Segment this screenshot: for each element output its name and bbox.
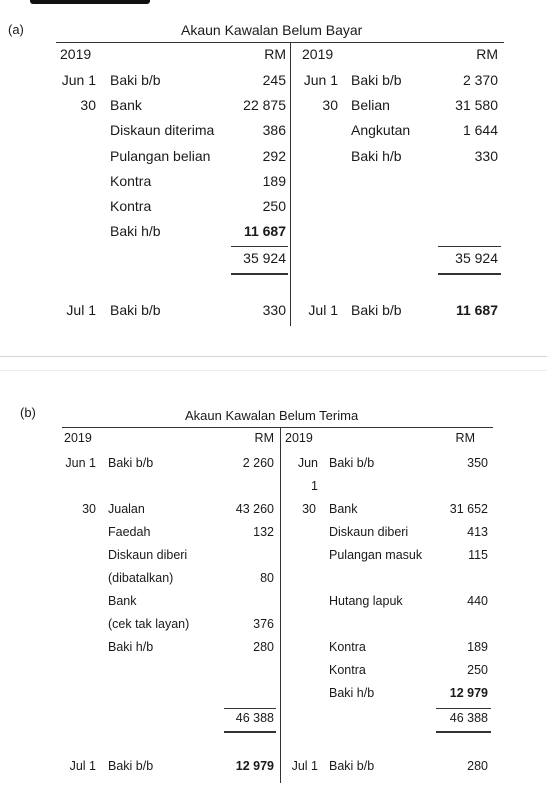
ledger-b-left-amount: 280: [253, 640, 274, 654]
ledger-b-right-total-rule-bottom: [436, 731, 491, 733]
ledger-b-right-amount: 350: [467, 456, 488, 470]
ledger-a-left-amount: 11 687: [243, 223, 286, 239]
ledger-b-right-amount: 31 652: [449, 502, 488, 516]
ledger-b-left-desc: Baki h/b: [108, 640, 154, 654]
ledger-b-left-final-date: Jul 1: [69, 759, 96, 773]
ledger-a-right-year: 2019: [302, 46, 334, 62]
ledger-a-right-amount: 1 644: [462, 122, 498, 138]
ledger-a-right-amount: 2 370: [462, 72, 498, 88]
ledger-a-right-desc: Angkutan: [351, 122, 411, 138]
ledger-a-left-amount: 386: [262, 122, 286, 138]
ledger-a-left-date: 30: [80, 97, 96, 113]
ledger-a-left-amount: 250: [262, 198, 286, 214]
ledger-b-left-desc: Bank: [108, 594, 137, 608]
ledger-b-left-final-desc: Baki b/b: [108, 759, 154, 773]
section-b-label: (b): [20, 405, 36, 420]
ledger-b-top-rule: [62, 427, 493, 428]
ledger-a-left-amount: 189: [262, 173, 286, 189]
ledger-a-right-total-rule-bottom: [438, 273, 501, 275]
ledger-b-right-amount: 189: [467, 640, 488, 654]
ledger-b-right-amount: 250: [467, 663, 488, 677]
ledger-b-right-desc: Kontra: [329, 640, 366, 654]
ledger-a-right-date: Jun 1: [303, 72, 338, 88]
ledger-a-left-final-desc: Baki b/b: [110, 302, 161, 318]
ledger-a-left-currency: RM: [264, 46, 286, 62]
ledger-a-left-desc: Baki h/b: [110, 223, 161, 239]
ledger-b-right-total-rule-top: [436, 708, 491, 709]
ledger-b-right-desc: Diskaun diberi: [329, 525, 409, 539]
ledger-a-left-desc: Bank: [110, 97, 142, 113]
ledger-a-right-amount: 330: [474, 148, 498, 164]
ledger-b-left-desc: Diskaun diberi: [108, 548, 188, 562]
ledger-a-left-total-rule-top: [231, 246, 288, 247]
section-divider: [0, 356, 547, 357]
ledger-a-right-date: 30: [322, 97, 338, 113]
ledger-a-right-final-desc: Baki b/b: [351, 302, 402, 318]
ledger-b-left-year: 2019: [64, 431, 92, 445]
ledger-a-right-total-rule-top: [438, 246, 501, 247]
ledger-b-right-amount: 413: [467, 525, 488, 539]
ledger-b-left-total-rule-bottom: [224, 731, 276, 733]
ledger-b-left-desc: Jualan: [108, 502, 145, 516]
ledger-b-left-amount: 376: [253, 617, 274, 631]
ledger-a-right-final-date: Jul 1: [308, 302, 338, 318]
ledger-a-left-final-amount: 330: [262, 302, 286, 318]
ledger-a-left-total-rule-bottom: [231, 273, 288, 275]
ledger-b-right-desc: Baki h/b: [329, 686, 375, 700]
ledger-b-left-desc: Faedah: [108, 525, 151, 539]
ledger-a-left-amount: 22 875: [243, 97, 286, 113]
ledger-b-left-desc: Baki b/b: [108, 456, 154, 470]
ledger-a-right-desc: Baki h/b: [351, 148, 402, 164]
ledger-a-left-desc: Kontra: [110, 173, 152, 189]
section-divider: [0, 370, 547, 371]
ledger-b-right-date: 30: [302, 502, 316, 516]
ledger-b-right-desc: Kontra: [329, 663, 366, 677]
ledger-b-left-final-amount: 12 979: [235, 759, 274, 773]
ledger-a-right-total: 35 924: [455, 250, 498, 266]
ledger-a-left-desc: Diskaun diterima: [110, 122, 215, 138]
ledger-a-right-desc: Baki b/b: [351, 72, 402, 88]
ledger-a-left-desc: Kontra: [110, 198, 152, 214]
ledger-a-left-amount: 245: [262, 72, 286, 88]
ledger-b-right-desc: Baki b/b: [329, 456, 375, 470]
ledger-b-right-desc: Bank: [329, 502, 358, 516]
ledger-b-right-amount: 440: [467, 594, 488, 608]
ledger-a-top-rule: [56, 42, 504, 43]
ledger-b-right-amount: 12 979: [449, 686, 488, 700]
ledger-a-center-rule: [290, 42, 291, 326]
ledger-b-right-final-amount: 280: [467, 759, 488, 773]
ledger-b-right-date: 1: [311, 479, 318, 493]
ledger-b-left-date: Jun 1: [65, 456, 96, 470]
ledger-b-right-amount: 115: [468, 548, 488, 562]
top-edge-fragment: [30, 0, 150, 4]
ledger-b-right-currency: RM: [455, 431, 475, 445]
ledger-b-left-total-rule-top: [224, 708, 276, 709]
ledger-b-left-total: 46 388: [235, 711, 274, 725]
ledger-b-left-amount: 132: [253, 525, 274, 539]
section-a-label: (a): [8, 22, 24, 37]
ledger-b-left-desc: (dibatalkan): [108, 571, 174, 585]
ledger-a-left-amount: 292: [262, 148, 286, 164]
ledger-a-left-year: 2019: [60, 46, 92, 62]
ledger-b-right-final-desc: Baki b/b: [329, 759, 375, 773]
ledger-b-title: Akaun Kawalan Belum Terima: [185, 408, 359, 423]
ledger-b-right-total: 46 388: [449, 711, 488, 725]
ledger-a-right-final-amount: 11 687: [455, 302, 498, 318]
ledger-b-left-amount: 2 260: [242, 456, 274, 470]
ledger-b-left-amount: 80: [260, 571, 274, 585]
ledger-b-left-amount: 43 260: [235, 502, 274, 516]
ledger-a-right-amount: 31 580: [455, 97, 498, 113]
ledger-a-left-final-date: Jul 1: [66, 302, 96, 318]
ledger-b-left-currency: RM: [254, 431, 274, 445]
ledger-b-right-year: 2019: [285, 431, 313, 445]
ledger-b-right-final-date: Jul 1: [291, 759, 318, 773]
ledger-b-left-desc: (cek tak layan): [108, 617, 190, 631]
ledger-a-right-currency: RM: [476, 46, 498, 62]
ledger-a-title: Akaun Kawalan Belum Bayar: [181, 22, 363, 38]
ledger-b-right-desc: Hutang lapuk: [329, 594, 403, 608]
ledger-b-left-date: 30: [82, 502, 96, 516]
ledger-b-right-desc: Pulangan masuk: [329, 548, 423, 562]
ledger-a-left-desc: Pulangan belian: [110, 148, 211, 164]
ledger-a-left-desc: Baki b/b: [110, 72, 161, 88]
ledger-b-right-date: Jun: [297, 456, 318, 470]
ledger-a-left-date: Jun 1: [61, 72, 96, 88]
ledger-a-left-total: 35 924: [243, 250, 286, 266]
ledger-a-right-desc: Belian: [351, 97, 390, 113]
